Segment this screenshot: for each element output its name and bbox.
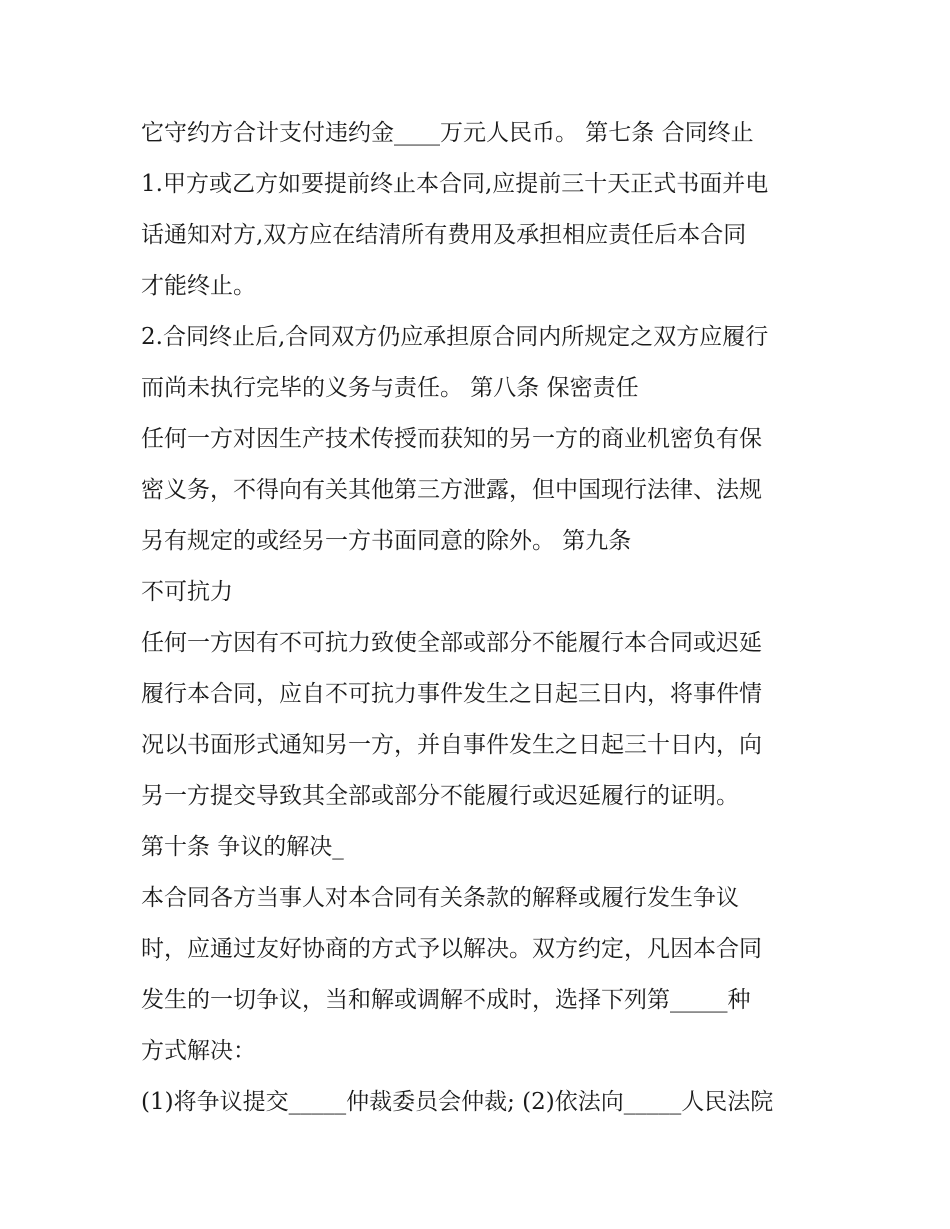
contract-text: [141, 108, 821, 1128]
text-line: 履行本合同，应自不可抗力事件发生之日起三日内，将事件情: [141, 681, 762, 707]
text-line: 2.合同终止后,合同双方仍应承担原合同内所规定之双方应履行: [141, 324, 769, 350]
text-line: 第十条 争议的解决_: [141, 834, 344, 860]
text-line: 方式解决：: [141, 1038, 256, 1064]
text-line: 任何一方因有不可抗力致使全部或部分不能履行本合同或迟延: [141, 630, 762, 656]
text-line: 发生的一切争议，当和解或调解不成时，选择下列第_____种: [141, 987, 751, 1013]
text-line: 另一方提交导致其全部或部分不能履行或迟延履行的证明。: [141, 783, 739, 809]
text-line: 它守约方合计支付违约金____万元人民币。 第七条 合同终止: [141, 120, 754, 146]
text-line: 话通知对方,双方应在结清所有费用及承担相应责任后本合同: [141, 222, 747, 248]
text-line: 另有规定的或经另一方书面同意的除外。 第九条: [141, 528, 632, 554]
text-line: 密义务，不得向有关其他第三方泄露，但中国现行法律、法规: [141, 477, 762, 503]
text-line: 任何一方对因生产技术传授而获知的另一方的商业机密负有保: [141, 426, 762, 452]
text-line: 才能终止。: [141, 273, 256, 299]
text-line: 而尚未执行完毕的义务与责任。 第八条 保密责任: [141, 375, 639, 401]
text-line: 1.甲方或乙方如要提前终止本合同,应提前三十天正式书面并电: [141, 171, 769, 197]
text-line: 不可抗力: [141, 579, 233, 605]
text-line: 时，应通过友好协商的方式予以解决。双方约定，凡因本合同: [141, 936, 762, 962]
text-line: 况以书面形式通知另一方，并自事件发生之日起三十日内，向: [141, 732, 762, 758]
text-line: 本合同各方当事人对本合同有关条款的解释或履行发生争议: [141, 885, 739, 911]
text-line: (1)将争议提交_____仲裁委员会仲裁; (2)依法向_____人民法院: [141, 1089, 774, 1115]
